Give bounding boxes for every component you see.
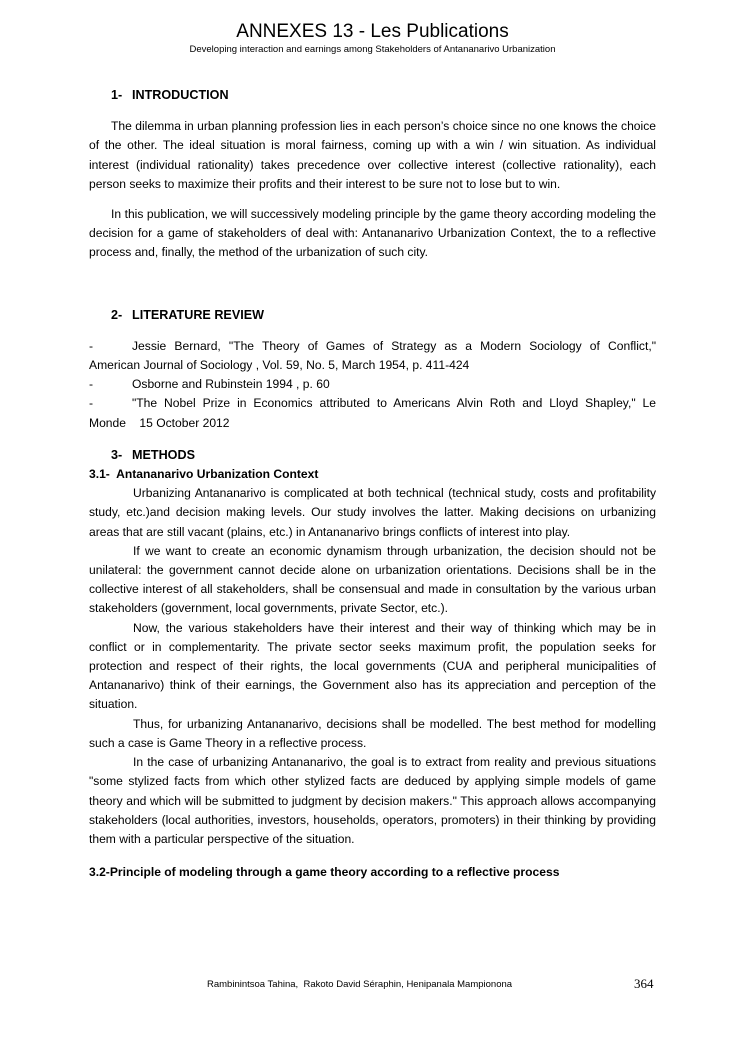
- page-title: ANNEXES 13 - Les Publications: [236, 21, 509, 42]
- page-subtitle: Developing interaction and earnings among Stakeholders of Antananarivo Urbanization: [189, 44, 556, 55]
- section-number: 3-: [111, 447, 123, 462]
- section-number: 2-: [111, 307, 123, 322]
- methods-paragraph: In the case of urbanizing Antananarivo, the goal is to extract from reality and previous situations "some stylized facts from which other stylized facts are deduced by applying simple models of game theory and which will be submitted to judgment by decision makers." This approach allows accompanying stakeholders (local authorities, investors, households, operators, promoters) in their thinking by providing them with a particular perspective of the situation.: [89, 755, 656, 846]
- reference-continuation: American Journal of Sociology , Vol. 59, No. 5, March 1954, p. 411-424: [89, 358, 470, 373]
- reference-text: Jessie Bernard, "The Theory of Games of Strategy as a Modern Sociology of Conflict,": [132, 338, 656, 353]
- section-title: LITERATURE REVIEW: [132, 307, 265, 322]
- reference-list: [89, 337, 656, 433]
- document-body: [89, 86, 656, 882]
- section-heading-literature-review: [89, 306, 656, 325]
- reference-item: [89, 337, 656, 356]
- list-dash: -: [89, 338, 94, 353]
- reference-text: "The Nobel Prize in Economics attributed to Americans Alvin Roth and Lloyd Shapley," Le: [132, 396, 656, 411]
- subsection-heading: 3.2-Principle of modeling through a game theory according to a reflective process: [89, 865, 560, 880]
- methods-paragraph: If we want to create an economic dynamism through urbanization, the decision should not be unilateral: the government cannot decide alone on urbanization orientations. Decisions shall be in the collective interest of all stakeholders, shall be consensual and made in consultation by the various urban stakeholders (government, local governments, private Sector, etc.).: [89, 543, 656, 616]
- methods-paragraph: Now, the various stakeholders have their interest and their way of thinking which may be in conflict or in complementarity. The private sector seeks maximum profit, the population seeks for protection and respect of their rights, the local governments (CUA and peripheral municipalities of Antananarivo) think of their earnings, the Government also has its appreciation and perception of the situation.: [89, 620, 656, 712]
- methods-paragraph: Urbanizing Antananarivo is complicated at both technical (technical study, costs and profitability study, etc.)and decision making levels. Our study involves the latter. Making decisions on urbanizing areas that are still vacant (plains, etc.) in Antananarivo brings conflicts of interest into play.: [89, 486, 656, 539]
- methods-paragraph: Thus, for urbanizing Antananarivo, decisions shall be modelled. The best method for modelling such a case is Game Theory in a reflective process.: [89, 716, 656, 750]
- subsection-heading: 3.1- Antananarivo Urbanization Context: [89, 467, 319, 482]
- reference-item: [89, 375, 656, 394]
- section-title: INTRODUCTION: [132, 88, 229, 102]
- reference-text: Osborne and Rubinstein 1994 , p. 60: [132, 377, 330, 392]
- reference-item: [89, 394, 656, 413]
- intro-paragraph: The dilemma in urban planning profession lies in each person’s choice since no one knows the choice of the other. The ideal situation is moral fairness, coming up with a win / win situation. As individual interest (individual rationality) takes precedence over collective interest (collective rationality), each person seeks to maximize their profits and their interest to be sure not to lose but to win.: [89, 119, 656, 191]
- footer-authors: Rambinintsoa Tahina, Rakoto David Séraphin, Henipanala Mampionona: [207, 979, 513, 990]
- section-number: 1-: [111, 88, 123, 102]
- reference-continuation: Monde 15 October 2012: [89, 415, 230, 430]
- section-heading-methods: [89, 446, 656, 465]
- intro-paragraph: In this publication, we will successively modeling principle by the game theory according modeling the decision for a game of stakeholders of deal with: Antananarivo Urbanization Context, the to a reflective process and, finally, the method of the urbanization of such city.: [89, 207, 656, 260]
- section-title: METHODS: [132, 447, 195, 462]
- page-number: 364: [634, 976, 654, 991]
- list-dash: -: [89, 377, 94, 392]
- section-heading-introduction: [89, 86, 656, 105]
- list-dash: -: [89, 396, 94, 411]
